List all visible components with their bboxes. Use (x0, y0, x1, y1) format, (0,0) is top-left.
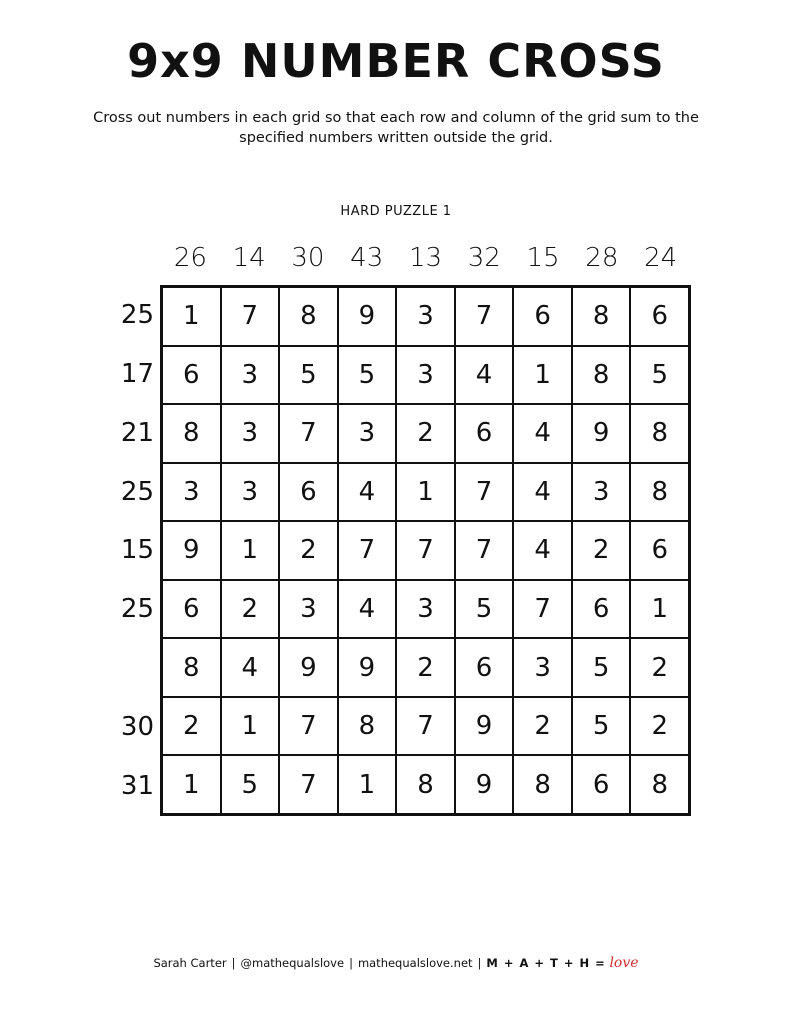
grid-cell[interactable]: 8 (396, 755, 455, 814)
puzzle-label: HARD PUZZLE 1 (340, 204, 452, 219)
grid-cell[interactable]: 4 (338, 580, 397, 639)
column-sum: 32 (467, 243, 501, 273)
grid-cell[interactable]: 5 (279, 346, 338, 405)
row-sum: 17 (120, 359, 154, 390)
grid-cell[interactable]: 1 (162, 755, 221, 814)
grid-cell[interactable]: 4 (221, 638, 280, 697)
grid-cell[interactable]: 6 (630, 287, 689, 346)
grid-cell[interactable]: 6 (630, 521, 689, 580)
grid-cell[interactable]: 7 (455, 463, 514, 522)
footer-site: mathequalslove.net (357, 956, 473, 970)
row-sum: 25 (120, 594, 154, 625)
grid-cell[interactable]: 8 (630, 463, 689, 522)
grid-cell[interactable]: 6 (162, 346, 221, 405)
grid-cell[interactable]: 6 (455, 404, 514, 463)
grid-cell[interactable]: 5 (572, 638, 631, 697)
grid-cell[interactable]: 5 (455, 580, 514, 639)
row-sum: 31 (120, 770, 154, 801)
grid-cell[interactable]: 1 (513, 346, 572, 405)
grid-cell[interactable]: 6 (572, 755, 631, 814)
grid-cell[interactable]: 6 (572, 580, 631, 639)
grid-cell[interactable]: 7 (279, 755, 338, 814)
column-sums (161, 238, 690, 278)
grid-cell[interactable]: 8 (162, 404, 221, 463)
grid-cell[interactable]: 5 (572, 697, 631, 756)
grid-cell[interactable]: 6 (162, 580, 221, 639)
row-sum: 15 (120, 535, 154, 566)
grid-cell[interactable]: 6 (279, 463, 338, 522)
number-grid (160, 285, 691, 816)
grid-cell[interactable]: 3 (279, 580, 338, 639)
grid-cell[interactable]: 7 (338, 521, 397, 580)
grid-cell[interactable]: 3 (513, 638, 572, 697)
grid-cell[interactable]: 9 (279, 638, 338, 697)
grid-cell[interactable]: 2 (279, 521, 338, 580)
footer-handle: @mathequalslove (240, 956, 345, 970)
grid-cell[interactable]: 8 (630, 404, 689, 463)
grid-cell[interactable]: 7 (455, 287, 514, 346)
grid-cell[interactable]: 9 (338, 287, 397, 346)
grid-cell[interactable]: 2 (221, 580, 280, 639)
grid-cell[interactable]: 8 (572, 287, 631, 346)
grid-cell[interactable]: 3 (396, 287, 455, 346)
grid-cell[interactable]: 8 (572, 346, 631, 405)
grid-cell[interactable]: 1 (221, 697, 280, 756)
grid-cell[interactable]: 4 (338, 463, 397, 522)
row-sums (100, 286, 154, 815)
grid-cell[interactable]: 3 (221, 463, 280, 522)
footer (0, 955, 792, 971)
grid-cell[interactable]: 5 (221, 755, 280, 814)
grid-cell[interactable]: 8 (279, 287, 338, 346)
grid-cell[interactable]: 8 (630, 755, 689, 814)
grid-cell[interactable]: 3 (221, 346, 280, 405)
grid-cell[interactable]: 6 (513, 287, 572, 346)
grid-cell[interactable]: 1 (396, 463, 455, 522)
column-sum: 13 (408, 243, 443, 273)
grid-cell[interactable]: 3 (396, 580, 455, 639)
grid-cell[interactable]: 7 (279, 404, 338, 463)
grid-cell[interactable]: 7 (396, 697, 455, 756)
footer-separator: | (231, 956, 236, 970)
row-sum (100, 639, 154, 698)
grid-cell[interactable]: 8 (513, 755, 572, 814)
column-sum: 28 (585, 243, 619, 273)
footer-separator: | (349, 956, 353, 970)
row-sum: 25 (120, 300, 154, 331)
page-title: 9x9 NUMBER CROSS (127, 34, 665, 88)
column-sum: 14 (232, 243, 266, 273)
grid-cell[interactable]: 1 (338, 755, 397, 814)
column-sum: 15 (526, 243, 560, 273)
grid-cell[interactable]: 2 (162, 697, 221, 756)
footer-author: Sarah Carter (153, 956, 227, 970)
instructions: Cross out numbers in each grid so that each row and column of the grid sum to the specified numbers written outside the grid. (93, 110, 699, 146)
grid-cell[interactable]: 3 (338, 404, 397, 463)
grid-cell[interactable]: 4 (513, 463, 572, 522)
grid-cell[interactable]: 4 (513, 521, 572, 580)
grid-cell[interactable]: 7 (396, 521, 455, 580)
grid-cell[interactable]: 2 (396, 404, 455, 463)
grid-cell[interactable]: 3 (162, 463, 221, 522)
grid-cell[interactable]: 2 (513, 697, 572, 756)
grid-cell[interactable]: 1 (162, 287, 221, 346)
footer-separator: | (477, 956, 482, 970)
grid-cell[interactable]: 2 (630, 638, 689, 697)
grid-cell[interactable]: 1 (630, 580, 689, 639)
column-sum: 24 (644, 243, 678, 273)
grid-cell[interactable]: 9 (338, 638, 397, 697)
column-sum: 26 (173, 243, 207, 273)
grid-cell[interactable]: 7 (221, 287, 280, 346)
footer-logo-love: love (609, 955, 639, 971)
grid-cell[interactable]: 9 (455, 697, 514, 756)
grid-cell[interactable]: 4 (455, 346, 514, 405)
column-sum: 30 (291, 243, 325, 273)
grid-cell[interactable]: 4 (513, 404, 572, 463)
grid-cell[interactable]: 3 (221, 404, 280, 463)
grid-cell[interactable]: 9 (572, 404, 631, 463)
grid-cell[interactable]: 2 (396, 638, 455, 697)
grid-cell[interactable]: 7 (513, 580, 572, 639)
row-sum: 21 (120, 417, 154, 448)
grid-cell[interactable]: 8 (338, 697, 397, 756)
grid-cell[interactable]: 7 (455, 521, 514, 580)
grid-cell[interactable]: 5 (630, 346, 689, 405)
grid-cell[interactable]: 7 (279, 697, 338, 756)
grid-cell[interactable]: 8 (162, 638, 221, 697)
footer-logo: M + A + T + H = (486, 956, 606, 970)
grid-cell[interactable]: 3 (396, 346, 455, 405)
grid-cell[interactable]: 3 (572, 463, 631, 522)
row-sum: 25 (120, 476, 154, 507)
grid-cell[interactable]: 2 (630, 697, 689, 756)
grid-cell[interactable]: 2 (572, 521, 631, 580)
grid-cell[interactable]: 9 (162, 521, 221, 580)
grid-cell[interactable]: 9 (455, 755, 514, 814)
row-sum: 30 (120, 711, 154, 742)
grid-cell[interactable]: 1 (221, 521, 280, 580)
grid-cell[interactable]: 6 (455, 638, 514, 697)
grid-cell[interactable]: 5 (338, 346, 397, 405)
column-sum: 43 (350, 243, 384, 273)
